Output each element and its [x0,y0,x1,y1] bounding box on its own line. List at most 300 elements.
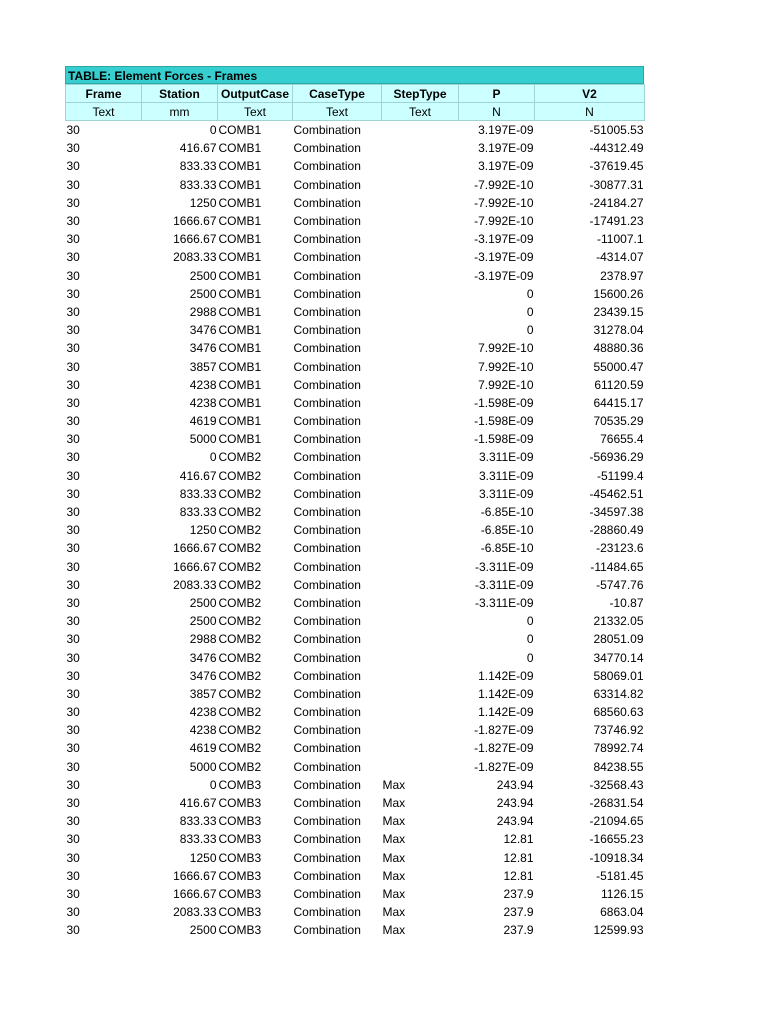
cell-p[interactable]: 7.992E-10 [478,341,534,356]
cell-step-type[interactable] [382,139,459,157]
header-case-type[interactable]: CaseType [293,85,382,103]
cell-station[interactable]: 833.33 [179,505,217,520]
table-row[interactable] [66,685,645,703]
cell-frame[interactable]: 30 [66,705,80,720]
cell-output-case[interactable]: COMB2 [218,595,262,610]
cell-station[interactable]: 2988 [189,304,217,319]
cell-v2[interactable]: 23439.15 [593,304,644,319]
cell-output-case[interactable]: COMB3 [218,886,262,901]
cell-output-case[interactable]: COMB2 [218,523,262,538]
table-row[interactable] [66,176,645,194]
cell-v2[interactable]: 64415.17 [593,395,644,410]
cell-p[interactable]: 237.9 [503,905,534,920]
table-row[interactable] [66,867,645,885]
cell-station[interactable]: 4619 [189,414,217,429]
cell-case-type[interactable]: Combination [293,304,361,319]
cell-step-type[interactable]: Max [382,868,406,883]
cell-output-case[interactable]: COMB3 [218,814,262,829]
cell-step-type[interactable]: Max [382,814,406,829]
cell-v2[interactable]: -34597.38 [589,505,644,520]
cell-frame[interactable]: 30 [66,450,80,465]
table-row[interactable] [66,849,645,867]
cell-p[interactable]: -6.85E-10 [480,505,534,520]
cell-output-case[interactable]: COMB1 [218,341,262,356]
cell-frame[interactable]: 30 [66,177,80,192]
cell-step-type[interactable] [382,503,459,521]
cell-case-type[interactable]: Combination [293,868,361,883]
cell-case-type[interactable]: Combination [293,595,361,610]
cell-station[interactable]: 0 [209,123,217,138]
cell-frame[interactable]: 30 [66,686,80,701]
table-row[interactable] [66,594,645,612]
cell-frame[interactable]: 30 [66,195,80,210]
table-row[interactable] [66,721,645,739]
cell-v2[interactable]: 84238.55 [593,759,644,774]
cell-station[interactable]: 2500 [189,268,217,283]
cell-case-type[interactable]: Combination [293,395,361,410]
cell-station[interactable]: 1250 [189,850,217,865]
cell-station[interactable]: 4238 [189,377,217,392]
cell-case-type[interactable]: Combination [293,832,361,847]
cell-case-type[interactable]: Combination [293,814,361,829]
cell-v2[interactable]: -10.87 [609,595,644,610]
cell-v2[interactable]: -16655.23 [589,832,644,847]
cell-step-type[interactable]: Max [382,923,406,938]
cell-case-type[interactable]: Combination [293,195,361,210]
cell-case-type[interactable]: Combination [293,232,361,247]
cell-output-case[interactable]: COMB2 [218,632,262,647]
cell-frame[interactable]: 30 [66,832,80,847]
cell-v2[interactable]: 34770.14 [593,650,644,665]
cell-station[interactable]: 1666.67 [173,232,217,247]
cell-p[interactable]: -7.992E-10 [474,177,534,192]
cell-frame[interactable]: 30 [66,759,80,774]
cell-case-type[interactable]: Combination [293,523,361,538]
cell-step-type[interactable] [382,448,459,466]
cell-step-type[interactable] [382,394,459,412]
cell-station[interactable]: 0 [209,777,217,792]
cell-p[interactable]: 0 [526,286,534,301]
cell-station[interactable]: 833.33 [179,177,217,192]
cell-frame[interactable]: 30 [66,541,80,556]
cell-p[interactable]: -1.827E-09 [474,759,534,774]
cell-case-type[interactable]: Combination [293,650,361,665]
cell-frame[interactable]: 30 [66,868,80,883]
cell-case-type[interactable]: Combination [293,468,361,483]
cell-step-type[interactable] [382,521,459,539]
cell-frame[interactable]: 30 [66,632,80,647]
cell-v2[interactable]: -56936.29 [589,450,644,465]
cell-step-type[interactable]: Max [382,905,406,920]
cell-p[interactable]: 7.992E-10 [478,359,534,374]
cell-output-case[interactable]: COMB3 [218,832,262,847]
table-row[interactable] [66,430,645,448]
cell-case-type[interactable]: Combination [293,323,361,338]
cell-case-type[interactable]: Combination [293,850,361,865]
cell-output-case[interactable]: COMB1 [218,377,262,392]
cell-frame[interactable]: 30 [66,395,80,410]
header-step-type[interactable]: StepType [382,85,459,103]
table-row[interactable] [66,758,645,776]
cell-frame[interactable]: 30 [66,886,80,901]
cell-p[interactable]: 3.197E-09 [478,159,534,174]
cell-frame[interactable]: 30 [66,668,80,683]
cell-p[interactable]: -1.827E-09 [474,723,534,738]
cell-step-type[interactable]: Max [382,777,406,792]
cell-case-type[interactable]: Combination [293,759,361,774]
cell-output-case[interactable]: COMB1 [218,432,262,447]
cell-frame[interactable]: 30 [66,468,80,483]
cell-output-case[interactable]: COMB2 [218,450,262,465]
cell-p[interactable]: 0 [526,323,534,338]
cell-p[interactable]: 3.311E-09 [479,450,534,465]
cell-station[interactable]: 3476 [189,650,217,665]
table-row[interactable] [66,503,645,521]
cell-v2[interactable]: 2378.97 [600,268,644,283]
cell-station[interactable]: 833.33 [179,814,217,829]
cell-p[interactable]: -7.992E-10 [474,214,534,229]
cell-output-case[interactable]: COMB3 [218,850,262,865]
cell-output-case[interactable]: COMB2 [218,686,262,701]
cell-station[interactable]: 1250 [189,523,217,538]
cell-station[interactable]: 3476 [189,323,217,338]
cell-station[interactable]: 416.67 [179,796,217,811]
table-row[interactable] [66,921,645,939]
table-row[interactable] [66,630,645,648]
cell-step-type[interactable] [382,667,459,685]
cell-output-case[interactable]: COMB1 [218,286,262,301]
cell-output-case[interactable]: COMB1 [218,304,262,319]
cell-p[interactable]: -3.197E-09 [474,268,534,283]
cell-output-case[interactable]: COMB2 [218,505,262,520]
cell-case-type[interactable]: Combination [293,741,361,756]
cell-output-case[interactable]: COMB1 [218,232,262,247]
cell-output-case[interactable]: COMB2 [218,759,262,774]
cell-frame[interactable]: 30 [66,141,80,156]
cell-station[interactable]: 5000 [189,432,217,447]
cell-step-type[interactable]: Max [382,796,406,811]
cell-frame[interactable]: 30 [66,232,80,247]
cell-v2[interactable]: 76655.4 [600,432,644,447]
cell-output-case[interactable]: COMB2 [218,614,262,629]
cell-frame[interactable]: 30 [66,650,80,665]
cell-station[interactable]: 2988 [189,632,217,647]
header-v2[interactable]: V2 [535,85,645,103]
cell-v2[interactable]: -17491.23 [589,214,644,229]
cell-v2[interactable]: 31278.04 [593,323,644,338]
cell-frame[interactable]: 30 [66,850,80,865]
cell-frame[interactable]: 30 [66,286,80,301]
cell-step-type[interactable] [382,630,459,648]
cell-station[interactable]: 3476 [189,341,217,356]
cell-case-type[interactable]: Combination [293,777,361,792]
cell-p[interactable]: -6.85E-10 [480,541,534,556]
cell-case-type[interactable]: Combination [293,559,361,574]
cell-station[interactable]: 4238 [189,705,217,720]
cell-v2[interactable]: 70535.29 [593,414,644,429]
cell-case-type[interactable]: Combination [293,796,361,811]
cell-v2[interactable]: 15600.26 [593,286,644,301]
cell-case-type[interactable]: Combination [293,923,361,938]
table-row[interactable] [66,285,645,303]
cell-output-case[interactable]: COMB2 [218,705,262,720]
cell-output-case[interactable]: COMB2 [218,650,262,665]
cell-frame[interactable]: 30 [66,341,80,356]
cell-step-type[interactable] [382,285,459,303]
cell-p[interactable]: -1.598E-09 [474,432,534,447]
cell-case-type[interactable]: Combination [293,341,361,356]
cell-p[interactable]: -1.827E-09 [474,741,534,756]
cell-case-type[interactable]: Combination [293,668,361,683]
cell-station[interactable]: 2083.33 [173,577,217,592]
cell-step-type[interactable]: Max [382,832,406,847]
table-row[interactable] [66,267,645,285]
cell-step-type[interactable] [382,703,459,721]
cell-station[interactable]: 2500 [189,595,217,610]
cell-v2[interactable]: -11007.1 [597,232,644,247]
cell-p[interactable]: -3.311E-09 [475,595,534,610]
cell-station[interactable]: 1666.67 [173,886,217,901]
cell-case-type[interactable]: Combination [293,123,361,138]
cell-station[interactable]: 1666.67 [173,541,217,556]
cell-frame[interactable]: 30 [66,505,80,520]
cell-case-type[interactable]: Combination [293,632,361,647]
cell-p[interactable]: 0 [526,614,534,629]
cell-output-case[interactable]: COMB2 [218,486,262,501]
cell-p[interactable]: 237.9 [503,923,534,938]
cell-p[interactable]: 3.311E-09 [479,468,534,483]
cell-output-case[interactable]: COMB1 [218,414,262,429]
cell-p[interactable]: 1.142E-09 [478,686,534,701]
cell-station[interactable]: 0 [209,450,217,465]
cell-station[interactable]: 1250 [189,195,217,210]
cell-output-case[interactable]: COMB1 [218,177,262,192]
cell-v2[interactable]: -11484.65 [590,559,644,574]
cell-p[interactable]: 243.94 [496,777,534,792]
cell-v2[interactable]: 55000.47 [593,359,644,374]
cell-v2[interactable]: -4314.07 [596,250,644,265]
cell-step-type[interactable]: Max [382,886,406,901]
table-row[interactable] [66,230,645,248]
cell-p[interactable]: 12.81 [503,868,534,883]
cell-v2[interactable]: -45462.51 [589,486,644,501]
table-row[interactable] [66,830,645,848]
cell-step-type[interactable] [382,594,459,612]
cell-station[interactable]: 3476 [189,668,217,683]
cell-station[interactable]: 2083.33 [173,905,217,920]
cell-case-type[interactable]: Combination [293,214,361,229]
cell-p[interactable]: -3.197E-09 [474,250,534,265]
table-row[interactable] [66,885,645,903]
header-output-case[interactable]: OutputCase [218,85,293,103]
cell-output-case[interactable]: COMB3 [218,777,262,792]
cell-frame[interactable]: 30 [66,577,80,592]
cell-frame[interactable]: 30 [66,614,80,629]
cell-frame[interactable]: 30 [66,559,80,574]
cell-p[interactable]: -3.197E-09 [474,232,534,247]
cell-step-type[interactable] [382,303,459,321]
cell-v2[interactable]: 12599.93 [593,923,644,938]
cell-frame[interactable]: 30 [66,304,80,319]
cell-v2[interactable]: -51199.4 [597,468,644,483]
cell-step-type[interactable] [382,758,459,776]
cell-p[interactable]: 12.81 [503,832,534,847]
table-row[interactable] [66,157,645,175]
cell-v2[interactable]: -5181.45 [596,868,644,883]
cell-step-type[interactable] [382,612,459,630]
cell-p[interactable]: 3.197E-09 [478,123,534,138]
table-row[interactable] [66,394,645,412]
cell-output-case[interactable]: COMB1 [218,323,262,338]
cell-frame[interactable]: 30 [66,377,80,392]
cell-case-type[interactable]: Combination [293,159,361,174]
cell-v2[interactable]: -5747.76 [596,577,644,592]
cell-v2[interactable]: 61120.59 [594,377,644,392]
cell-v2[interactable]: 48880.36 [593,341,644,356]
cell-v2[interactable]: -24184.27 [589,195,644,210]
table-row[interactable] [66,321,645,339]
cell-output-case[interactable]: COMB1 [218,214,262,229]
cell-output-case[interactable]: COMB1 [218,395,262,410]
table-row[interactable] [66,339,645,357]
cell-step-type[interactable] [382,121,459,140]
cell-case-type[interactable]: Combination [293,141,361,156]
cell-station[interactable]: 3857 [189,686,217,701]
cell-station[interactable]: 4619 [189,741,217,756]
table-row[interactable] [66,648,645,666]
cell-v2[interactable]: 28051.09 [593,632,644,647]
cell-station[interactable]: 5000 [189,759,217,774]
cell-station[interactable]: 2500 [189,614,217,629]
cell-frame[interactable]: 30 [66,723,80,738]
cell-station[interactable]: 2500 [189,923,217,938]
cell-step-type[interactable] [382,339,459,357]
cell-frame[interactable]: 30 [66,123,80,138]
cell-p[interactable]: 0 [526,632,534,647]
cell-v2[interactable]: 6863.04 [600,905,644,920]
cell-frame[interactable]: 30 [66,214,80,229]
cell-station[interactable]: 1666.67 [173,559,217,574]
cell-frame[interactable]: 30 [66,905,80,920]
cell-output-case[interactable]: COMB2 [218,468,262,483]
cell-v2[interactable]: -37619.45 [589,159,644,174]
cell-p[interactable]: 237.9 [503,886,534,901]
cell-case-type[interactable]: Combination [293,177,361,192]
table-row[interactable] [66,412,645,430]
cell-output-case[interactable]: COMB1 [218,195,262,210]
cell-case-type[interactable]: Combination [293,359,361,374]
cell-case-type[interactable]: Combination [293,905,361,920]
table-row[interactable] [66,703,645,721]
cell-p[interactable]: 243.94 [496,814,534,829]
table-row[interactable] [66,448,645,466]
cell-case-type[interactable]: Combination [293,614,361,629]
cell-step-type[interactable] [382,467,459,485]
table-row[interactable] [66,376,645,394]
cell-v2[interactable]: -30877.31 [589,177,644,192]
table-row[interactable] [66,776,645,794]
cell-station[interactable]: 2083.33 [173,250,217,265]
cell-output-case[interactable]: COMB2 [218,559,262,574]
cell-station[interactable]: 3857 [189,359,217,374]
cell-step-type[interactable] [382,539,459,557]
cell-step-type[interactable] [382,212,459,230]
cell-case-type[interactable]: Combination [293,705,361,720]
cell-station[interactable]: 833.33 [179,486,217,501]
cell-frame[interactable]: 30 [66,923,80,938]
cell-step-type[interactable] [382,230,459,248]
cell-v2[interactable]: -21094.65 [589,814,644,829]
cell-step-type[interactable] [382,648,459,666]
cell-p[interactable]: 243.94 [496,796,534,811]
cell-frame[interactable]: 30 [66,268,80,283]
cell-step-type[interactable] [382,685,459,703]
table-row[interactable] [66,303,645,321]
cell-p[interactable]: 0 [526,304,534,319]
cell-p[interactable]: -3.311E-09 [475,577,534,592]
cell-v2[interactable]: -51005.53 [589,123,644,138]
cell-v2[interactable]: -10918.34 [589,850,644,865]
cell-case-type[interactable]: Combination [293,541,361,556]
table-row[interactable] [66,739,645,757]
cell-step-type[interactable] [382,267,459,285]
cell-v2[interactable]: -26831.54 [589,796,644,811]
cell-p[interactable]: -7.992E-10 [474,195,534,210]
cell-case-type[interactable]: Combination [293,486,361,501]
cell-v2[interactable]: 1126.15 [601,886,644,901]
table-row[interactable] [66,612,645,630]
table-row[interactable] [66,558,645,576]
cell-p[interactable]: 7.992E-10 [478,377,534,392]
cell-v2[interactable]: -28860.49 [589,523,644,538]
cell-p[interactable]: 3.311E-09 [479,486,534,501]
cell-frame[interactable]: 30 [66,814,80,829]
cell-step-type[interactable] [382,558,459,576]
cell-step-type[interactable] [382,576,459,594]
cell-frame[interactable]: 30 [66,414,80,429]
cell-v2[interactable]: 73746.92 [593,723,644,738]
cell-step-type[interactable] [382,157,459,175]
cell-station[interactable]: 416.67 [179,141,217,156]
cell-case-type[interactable]: Combination [293,577,361,592]
cell-output-case[interactable]: COMB3 [218,796,262,811]
cell-v2[interactable]: 68560.63 [593,705,644,720]
cell-output-case[interactable]: COMB1 [218,268,262,283]
table-row[interactable] [66,467,645,485]
cell-case-type[interactable]: Combination [293,886,361,901]
cell-case-type[interactable]: Combination [293,286,361,301]
table-row[interactable] [66,212,645,230]
cell-p[interactable]: 1.142E-09 [478,705,534,720]
cell-case-type[interactable]: Combination [293,377,361,392]
cell-case-type[interactable]: Combination [293,450,361,465]
cell-frame[interactable]: 30 [66,777,80,792]
cell-output-case[interactable]: COMB3 [218,905,262,920]
cell-output-case[interactable]: COMB1 [218,141,262,156]
cell-case-type[interactable]: Combination [293,686,361,701]
cell-v2[interactable]: 78992.74 [593,741,644,756]
cell-p[interactable]: 12.81 [503,850,534,865]
cell-output-case[interactable]: COMB2 [218,723,262,738]
cell-station[interactable]: 4238 [189,723,217,738]
table-row[interactable] [66,794,645,812]
cell-p[interactable]: 0 [526,650,534,665]
cell-case-type[interactable]: Combination [293,505,361,520]
cell-step-type[interactable] [382,194,459,212]
cell-output-case[interactable]: COMB1 [218,250,262,265]
table-row[interactable] [66,139,645,157]
table-row[interactable] [66,194,645,212]
